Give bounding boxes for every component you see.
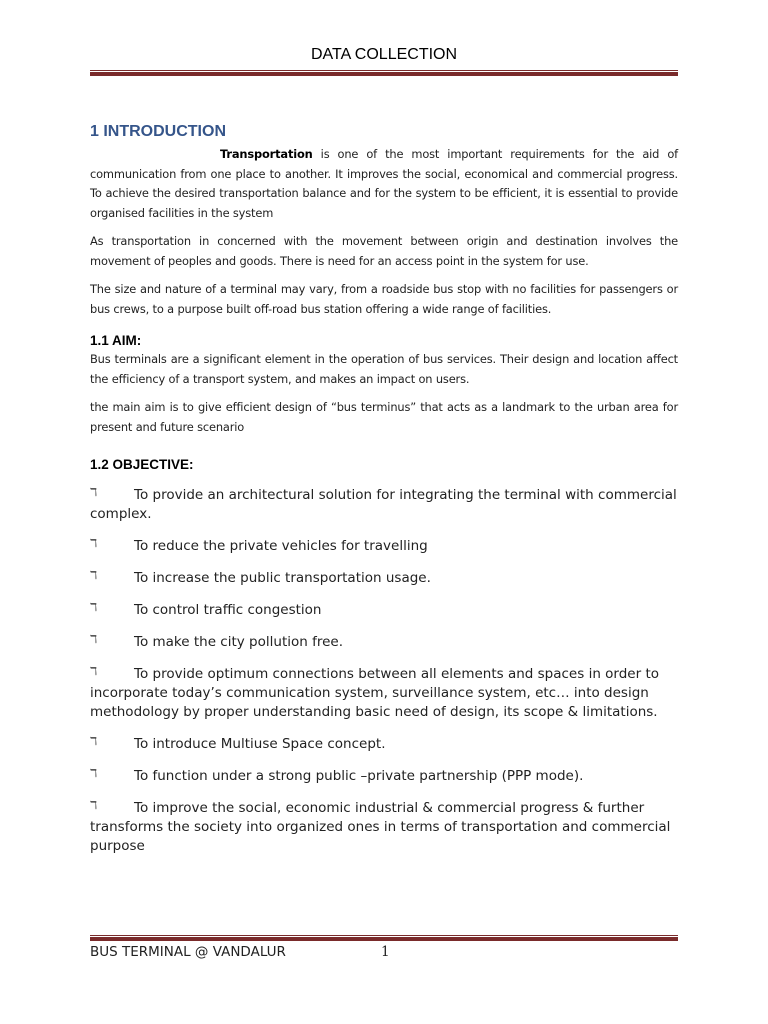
bullet-icon: ℸ <box>90 633 98 646</box>
page-number: 1 <box>381 944 390 960</box>
bullet-icon: ℸ <box>90 601 98 614</box>
objective-list <box>90 486 678 856</box>
bullet-icon: ℸ <box>90 767 98 780</box>
aim-paragraph-1: Bus terminals are a significant element in the operation of bus services. Their design and location affect the efficiency of a transport system, and makes an impact on users. <box>90 352 678 386</box>
objective-item-text: To make the city pollution free. <box>134 634 343 650</box>
section-heading-aim: 1.1 AIM: <box>90 333 142 348</box>
intro-paragraph-3: The size and nature of a terminal may vary, from a roadside bus stop with no facilities for passengers or bus crews, to a purpose built off-road bus station offering a wide range of facilities. <box>90 282 678 316</box>
objective-item <box>90 486 678 524</box>
bullet-icon: ℸ <box>90 569 98 582</box>
section-heading-objective: 1.2 OBJECTIVE: <box>90 457 194 472</box>
objective-item-text: To function under a strong public –private partnership (PPP mode). <box>134 768 584 784</box>
bullet-icon: ℸ <box>90 799 98 812</box>
objective-item-text: To reduce the private vehicles for travelling <box>134 538 428 554</box>
intro-paragraph-2: As transportation in concerned with the movement between origin and destination involves the movement of peoples and goods. There is need for an access point in the system for use. <box>90 234 678 268</box>
objective-item <box>90 735 678 754</box>
bullet-icon: ℸ <box>90 486 98 499</box>
header-rule <box>90 70 678 76</box>
footer-title: BUS TERMINAL @ VANDALUR <box>90 944 286 960</box>
lead-term: Transportation <box>220 147 313 161</box>
aim-paragraph-2: the main aim is to give efficient design of “bus terminus” that acts as a landmark to the urban area for present and future scenario <box>90 400 678 434</box>
footer-rule <box>90 935 678 941</box>
objective-item <box>90 569 678 588</box>
objective-item-text: To introduce Multiuse Space concept. <box>134 736 386 752</box>
objective-item <box>90 665 678 722</box>
bullet-icon: ℸ <box>90 537 98 550</box>
objective-item-text: To provide optimum connections between all elements and spaces in order to incorporate today’s communication system, surveillance system, etc… into design methodology by proper understanding basic need of design, its scope & limitations. <box>90 666 660 720</box>
objective-item <box>90 537 678 556</box>
section-heading-introduction: 1 INTRODUCTION <box>90 123 226 140</box>
objective-item <box>90 633 678 652</box>
objective-item-text: To improve the social, economic industrial & commercial progress & further transforms the society into organized ones in terms of transportation and commercial purpose <box>90 800 671 854</box>
bullet-icon: ℸ <box>90 665 98 678</box>
objective-item <box>90 601 678 620</box>
intro-paragraph-1 <box>90 145 678 223</box>
objective-item <box>90 799 678 856</box>
objective-item-text: To increase the public transportation usage. <box>134 570 431 586</box>
intro-paragraph-1-text: is one of the most important requirements for the aid of communication from one place to another. It improves the social, economical and commercial progress. To achieve the desired transportation balance and for the system to be efficient, it is essential to provide organised facilities in the system <box>90 147 678 220</box>
objective-item <box>90 767 678 786</box>
objective-item-text: To control traffic congestion <box>134 602 322 618</box>
page-header-title: DATA COLLECTION <box>310 46 458 63</box>
document-body <box>90 123 678 869</box>
objective-item-text: To provide an architectural solution for integrating the terminal with commercial complex. <box>90 487 677 522</box>
bullet-icon: ℸ <box>90 735 98 748</box>
